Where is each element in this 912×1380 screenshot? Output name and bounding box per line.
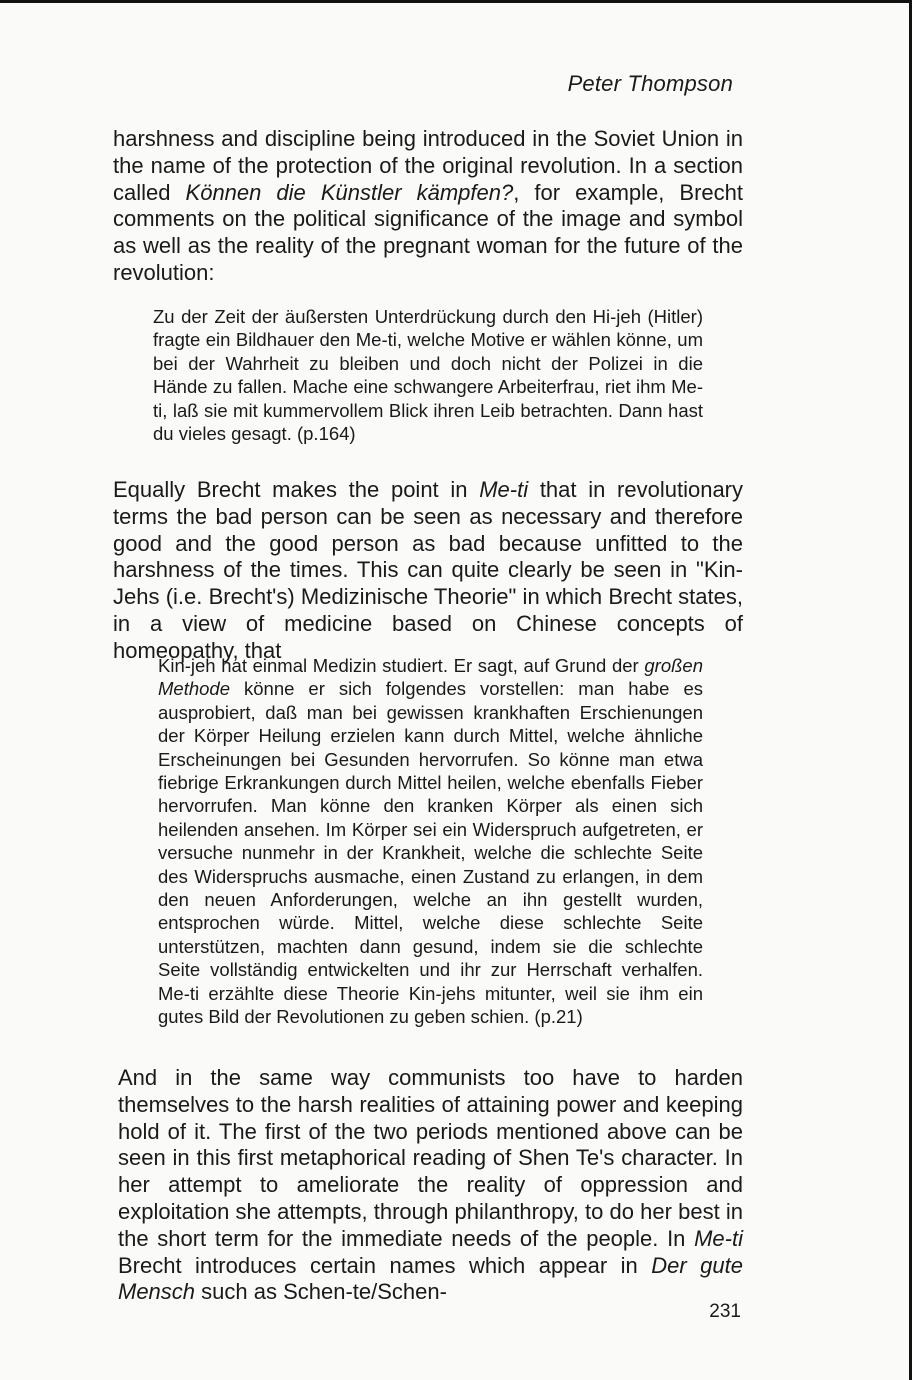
text-run: könne er sich folgendes vorstellen: man habe es ausprobiert, daß man bei gewissen krankhaften Erschienungen der Körper Heilung erzielen kann durch Mittel, welche ähnliche Erscheinungen bei Gesunden hervorrufen. So könne man etwa fiebrige Erkrankungen durch Mittel heilen, welche ebenfalls Fieber hervorrufen. Man könne den kranken Körper als einen sich heilenden ansehen. Im Körper sei ein Widerspruch aufgetreten, er versuche nunmehr in der Krankheit, welche die schlechte Seite des Widerspruchs ausmache, einen Zustand zu erlangen, in dem den neuen Anforderungen, welche an ihn gestellt wurden, entsprochen würde. Mittel, welche diese schlechte Seite unterstützen, machten dann gesund, indem sie die schlechte Seite vollständig entwickelten und ihr zur Herrschaft verhalfen. Me-ti erzählte diese Theorie Kin-jehs mitunter, weil sie ihm ein gutes Bild der Revolutionen zu geben schien. (p.21) [158,678,703,1028]
body-paragraph-1 [113,126,743,287]
block-quote-2 [158,654,703,1029]
text-run: Brecht introduces certain names which appear in [118,1252,652,1278]
text-run: that in revolutionary terms the bad person can be seen as necessary and therefore good and the good person as bad because unfitted to the harshness of the times. This can quite clearly be seen in "Kin-Jehs (i.e. Brecht's) Medizinische Theorie" in which Brecht states, in a view of medicine based on Chinese concepts of homeopathy, that [113,477,744,663]
text-run: , for example, Brecht comments on the political significance of the image and symbol as well as the reality of the pregnant woman for the future of the revolution: [113,179,743,285]
block-quote-1: Zu der Zeit der äußersten Unterdrückung durch den Hi-jeh (Hitler) fragte ein Bildhauer den Me-ti, welche Motive er wählen könne, um bei der Wahrheit zu bleiben und doch nicht der Polizei in die Hände zu fallen. Mache eine schwangere Arbeiterfrau, riet ihm Me-ti, laß sie mit kummervollem Blick ihren Leib betrachten. Dann hast du vieles gesagt. (p.164) [153,306,703,445]
italic-term: großen Methode [158,655,703,700]
italic-title: Können die Künstler kämpfen? [185,179,514,205]
running-head-author: Peter Thompson [567,71,733,96]
page-number: 231 [709,1301,741,1322]
body-paragraph-2 [113,477,743,665]
text-run: harshness and discipline being introduced in the Soviet Union in the name of the protection of the original revolution. In a section called [113,126,743,205]
text-run: Kin-jeh hat einmal Medizin studiert. Er sagt, auf Grund der [158,655,645,676]
italic-title: Me-ti [694,1225,743,1251]
italic-title: Me-ti [479,477,529,502]
text-run: such as Schen-te/Schen- [195,1279,447,1305]
italic-title: Der gute Mensch [118,1252,743,1305]
text-run: And in the same way communists too have to harden themselves to the harsh realities of attaining power and keeping hold of it. The first of the two periods mentioned above can be seen in this first metaphorical reading of Shen Te's character. In her attempt to ameliorate the reality of oppression and exploitation she attempts, through philanthropy, to do her best in the short term for the immediate needs of the people. In [118,1065,743,1251]
text-run: Equally Brecht makes the point in [113,477,480,502]
body-paragraph-3 [118,1065,743,1306]
